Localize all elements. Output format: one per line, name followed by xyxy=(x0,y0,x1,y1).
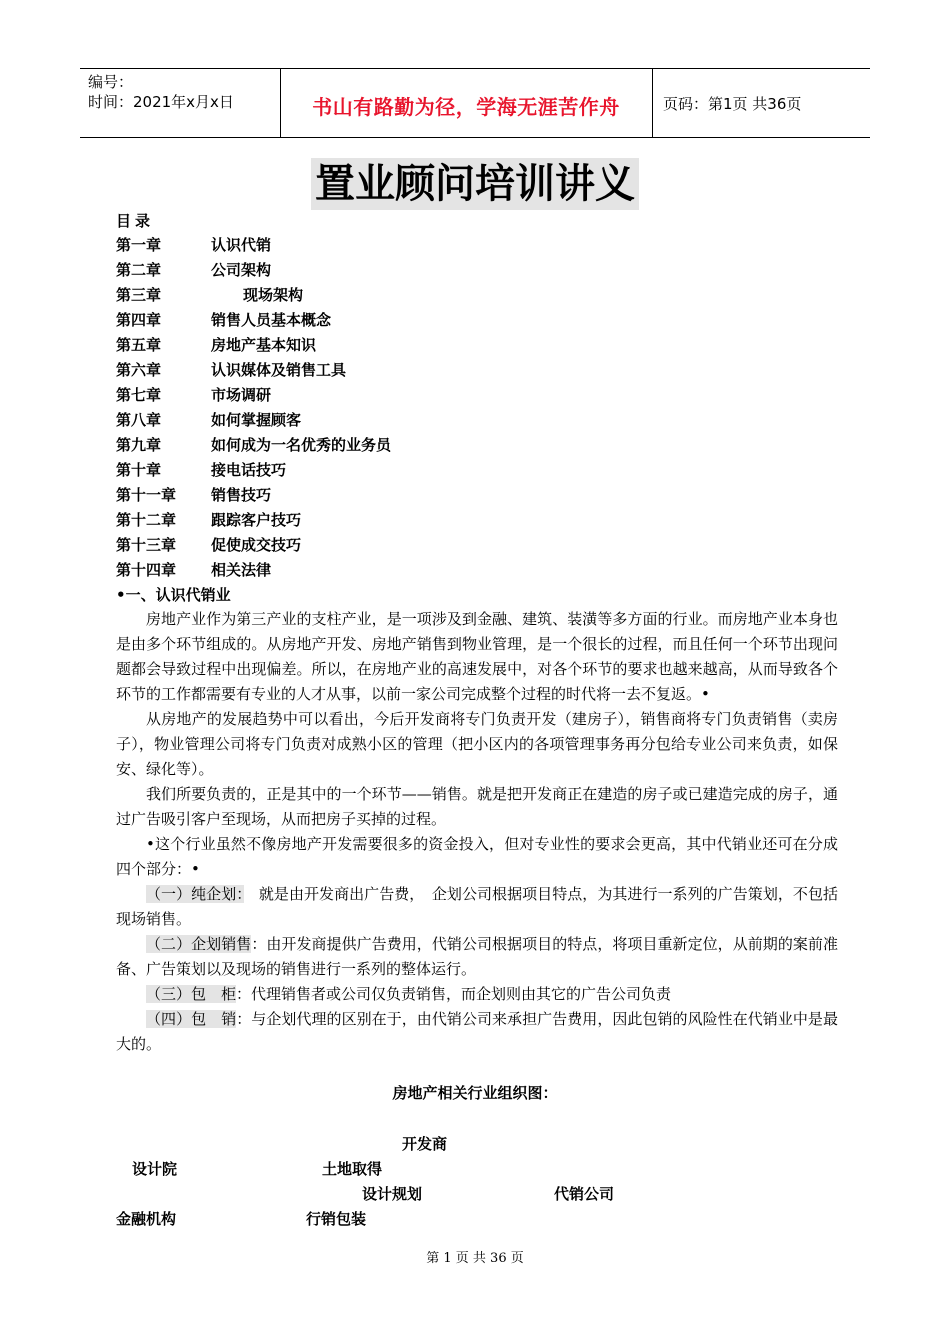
org-node-planning: 设计规划 xyxy=(362,1185,423,1203)
serial-label: 编号： xyxy=(88,73,134,91)
body-paragraph: •这个行业虽然不像房地产开发需要很多的资金投入，但对专业性的要求会更高，其中代销业还可在分成四个部分：• xyxy=(116,835,838,878)
toc-chapter-number: 第七章 xyxy=(116,386,162,404)
toc-chapter-name: 市场调研 xyxy=(211,386,272,404)
toc-item xyxy=(116,533,616,558)
body-paragraph: 从房地产的发展趋势中可以看出，今后开发商将专门负责开发（建房子），销售商将专门负责销售（卖房子），物业管理公司将专门负责对成熟小区的管理（把小区内的各项管理事务再分包给专业公司来负责，如保安、绿化等）。 xyxy=(116,710,838,778)
toc-chapter-number: 第十四章 xyxy=(116,561,177,579)
toc-chapter-name: 销售技巧 xyxy=(211,486,272,504)
section-heading: •一、认识代销业 xyxy=(116,586,231,604)
toc-chapter-number: 第五章 xyxy=(116,336,162,354)
org-node-marketing: 行销包装 xyxy=(306,1210,367,1228)
toc-item xyxy=(116,308,616,333)
toc-item xyxy=(116,358,616,383)
toc-chapter-name: 现场架构 xyxy=(243,286,304,304)
toc-chapter-number: 第二章 xyxy=(116,261,162,279)
toc-chapter-name: 如何成为一名优秀的业务员 xyxy=(211,436,392,454)
header-page-cell xyxy=(653,69,870,137)
body-paragraph: 房地产业作为第三产业的支柱产业，是一项涉及到金融、建筑、装潢等多方面的行业。而房地产业本身也是由多个环节组成的。从房地产开发、房地产销售到物业管理，是一个很长的过程，而且任何一个环节出现问题都会导致过程中出现偏差。所以，在房地产业的高速发展中，对各个环节的要求也越来越高，从而导致各个环节的工作都需要有专业的人才从事，以前一家公司完成整个过程的时代将一去不复返。• xyxy=(116,610,838,703)
toc-chapter-name: 认识媒体及销售工具 xyxy=(211,361,347,379)
agency-type-label: （二）企划销售 xyxy=(146,935,252,953)
toc-chapter-name: 认识代销 xyxy=(211,236,272,254)
toc-chapter-name: 跟踪客户技巧 xyxy=(211,511,302,529)
toc-item xyxy=(116,558,616,583)
page-footer: 第 1 页 共 36 页 xyxy=(426,1251,524,1266)
toc-item xyxy=(116,258,616,283)
body-paragraph: 我们所要负责的，正是其中的一个环节——销售。就是把开发商正在建造的房子或已建造完成的房子，通过广告吸引客户至现场，从而把房子买掉的过程。 xyxy=(116,785,838,828)
toc-chapter-name: 相关法律 xyxy=(211,561,272,579)
org-node-agency: 代销公司 xyxy=(554,1185,615,1203)
toc-item xyxy=(116,458,616,483)
toc-chapter-number: 第六章 xyxy=(116,361,162,379)
toc-chapter-number: 第十三章 xyxy=(116,536,177,554)
section-body xyxy=(116,607,838,1057)
toc-chapter-number: 第三章 xyxy=(116,286,162,304)
toc-chapter-name: 销售人员基本概念 xyxy=(211,311,332,329)
agency-type-text: ：由开发商提供广告费用，代销公司根据项目的特点，将项目重新定位，从前期的案前准备、广告策划以及现场的销售进行一系列的整体运行。 xyxy=(116,935,838,978)
toc-chapter-number: 第一章 xyxy=(116,236,162,254)
agency-type-text: ：代理销售者或公司仅负责销售，而企划则由其它的广告公司负责 xyxy=(236,985,672,1003)
agency-type-item xyxy=(116,932,838,982)
document-header xyxy=(80,68,870,138)
header-motto-cell xyxy=(280,69,653,137)
toc-item xyxy=(116,383,616,408)
toc-chapter-name: 接电话技巧 xyxy=(211,461,287,479)
agency-type-text: 就是由开发商出广告费， 企划公司根据项目特点，为其进行一系列的广告策划，不包括现场销售。 xyxy=(116,885,838,928)
toc-item xyxy=(116,333,616,358)
agency-type-label: （一）纯企划： xyxy=(146,885,244,903)
toc-item xyxy=(116,483,616,508)
document-title-text: 置业顾问培训讲义 xyxy=(311,158,639,210)
toc-item xyxy=(116,508,616,533)
toc-chapter-number: 第九章 xyxy=(116,436,162,454)
agency-type-item xyxy=(116,1007,838,1057)
toc-chapter-number: 第十一章 xyxy=(116,486,177,504)
toc-item xyxy=(116,433,616,458)
time-label: 时间：2021年x月x日 xyxy=(88,93,234,111)
header-meta-cell xyxy=(80,69,281,137)
toc-item xyxy=(116,283,616,308)
header-page-info: 页码：第1页 共36页 xyxy=(663,95,802,113)
toc-heading: 目录 xyxy=(116,212,155,230)
org-node-design-institute: 设计院 xyxy=(132,1160,178,1178)
toc-item xyxy=(116,408,616,433)
toc-chapter-name: 促使成交技巧 xyxy=(211,536,302,554)
agency-type-item xyxy=(116,882,838,932)
toc-chapter-number: 第四章 xyxy=(116,311,162,329)
org-node-developer: 开发商 xyxy=(402,1135,448,1153)
org-node-land: 土地取得 xyxy=(322,1160,383,1178)
toc-chapter-number: 第十二章 xyxy=(116,511,177,529)
agency-type-text: ：与企划代理的区别在于，由代销公司来承担广告费用，因此包销的风险性在代销业中是最大的。 xyxy=(116,1010,838,1053)
toc-item xyxy=(116,233,616,258)
toc-chapter-number: 第八章 xyxy=(116,411,162,429)
agency-type-item xyxy=(116,982,838,1007)
toc-chapter-number: 第十章 xyxy=(116,461,162,479)
header-motto: 书山有路勤为径，学海无涯苦作舟 xyxy=(312,95,620,119)
toc-chapter-name: 房地产基本知识 xyxy=(211,336,317,354)
org-chart-title: 房地产相关行业组织图： xyxy=(392,1084,558,1102)
org-node-finance: 金融机构 xyxy=(116,1210,177,1228)
agency-type-label: （四）包 销 xyxy=(146,1010,237,1028)
toc-chapter-name: 公司架构 xyxy=(211,261,272,279)
toc-chapter-name: 如何掌握顾客 xyxy=(211,411,302,429)
document-title xyxy=(0,158,950,210)
agency-type-label: （三）包 柜 xyxy=(146,985,237,1003)
table-of-contents xyxy=(116,233,616,583)
